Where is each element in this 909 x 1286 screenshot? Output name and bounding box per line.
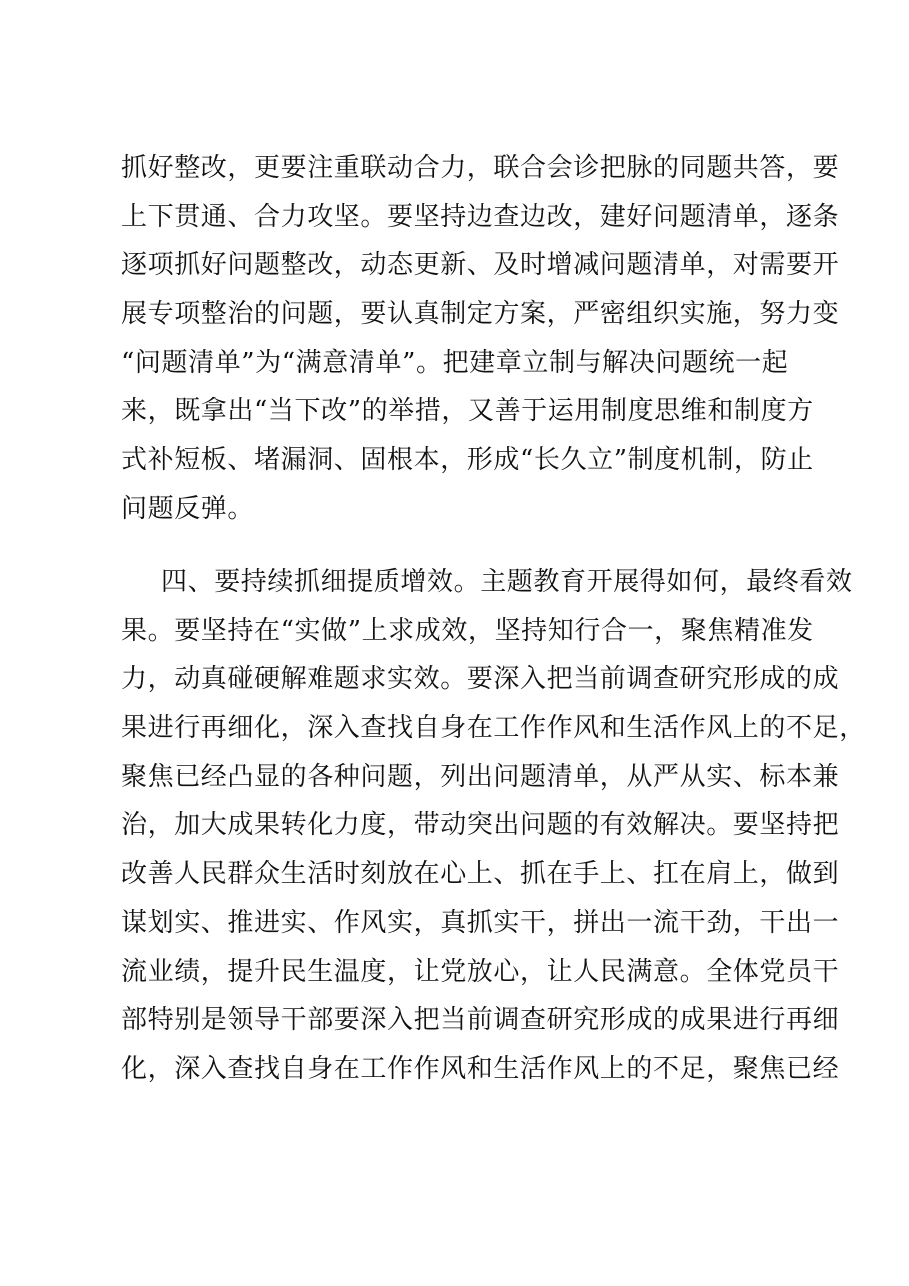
text-line: 抓好整改，更要注重联动合力，联合会诊把脉的同题共答，要 (121, 153, 840, 183)
section-heading-line: 四、要持续抓细提质增效。主题教育开展得如何，最终看效 (161, 567, 853, 597)
paragraph-rectification (121, 144, 840, 534)
text-line: 果。要坚持在“实做”上求成效，坚持知行合一，聚焦精准发 (121, 615, 814, 646)
text-line: 部特别是领导干部要深入把当前调查研究形成的成果进行再细 (121, 1005, 840, 1036)
text-line: 上下贯通、合力攻坚。要坚持边查边改，建好问题清单，逐条 (121, 201, 840, 232)
text-line: 治，加大成果转化力度，带动突出问题的有效解决。要坚持把 (121, 810, 840, 841)
text-line: 聚焦已经凸显的各种问题，列出问题清单，从严从实、标本兼 (121, 761, 840, 792)
text-line: 流业绩，提升民生温度，让党放心，让人民满意。全体党员干 (121, 956, 840, 987)
text-line: 来，既拿出“当下改”的举措，又善于运用制度思维和制度方 (121, 396, 814, 427)
text-line: 逐项抓好问题整改，动态更新、及时增减问题清单，对需要开 (121, 250, 840, 281)
text-line: 谋划实、推进实、作风实，真抓实干，拼出一流干劲，干出一 (121, 907, 840, 938)
text-line: 化，深入查找自身在工作作风和生活作风上的不足，聚焦已经 (121, 1053, 840, 1084)
text-line: “问题清单”为“满意清单”。把建章立制与解决问题统一起 (121, 347, 789, 378)
text-line: 问题反弹。 (121, 493, 255, 524)
text-line: 展专项整治的问题，要认真制定方案，严密组织实施，努力变 (121, 299, 840, 330)
text-line: 式补短板、堵漏洞、固根本，形成“长久立”制度机制，防止 (121, 445, 814, 476)
paragraph-section-four (121, 558, 866, 1094)
text-line: 果进行再细化，深入查找自身在工作作风和生活作风上的不足， (121, 713, 866, 744)
text-line: 力，动真碰硬解难题求实效。要深入把当前调查研究形成的成 (121, 664, 840, 695)
text-line: 改善人民群众生活时刻放在心上、抓在手上、扛在肩上，做到 (121, 859, 840, 890)
